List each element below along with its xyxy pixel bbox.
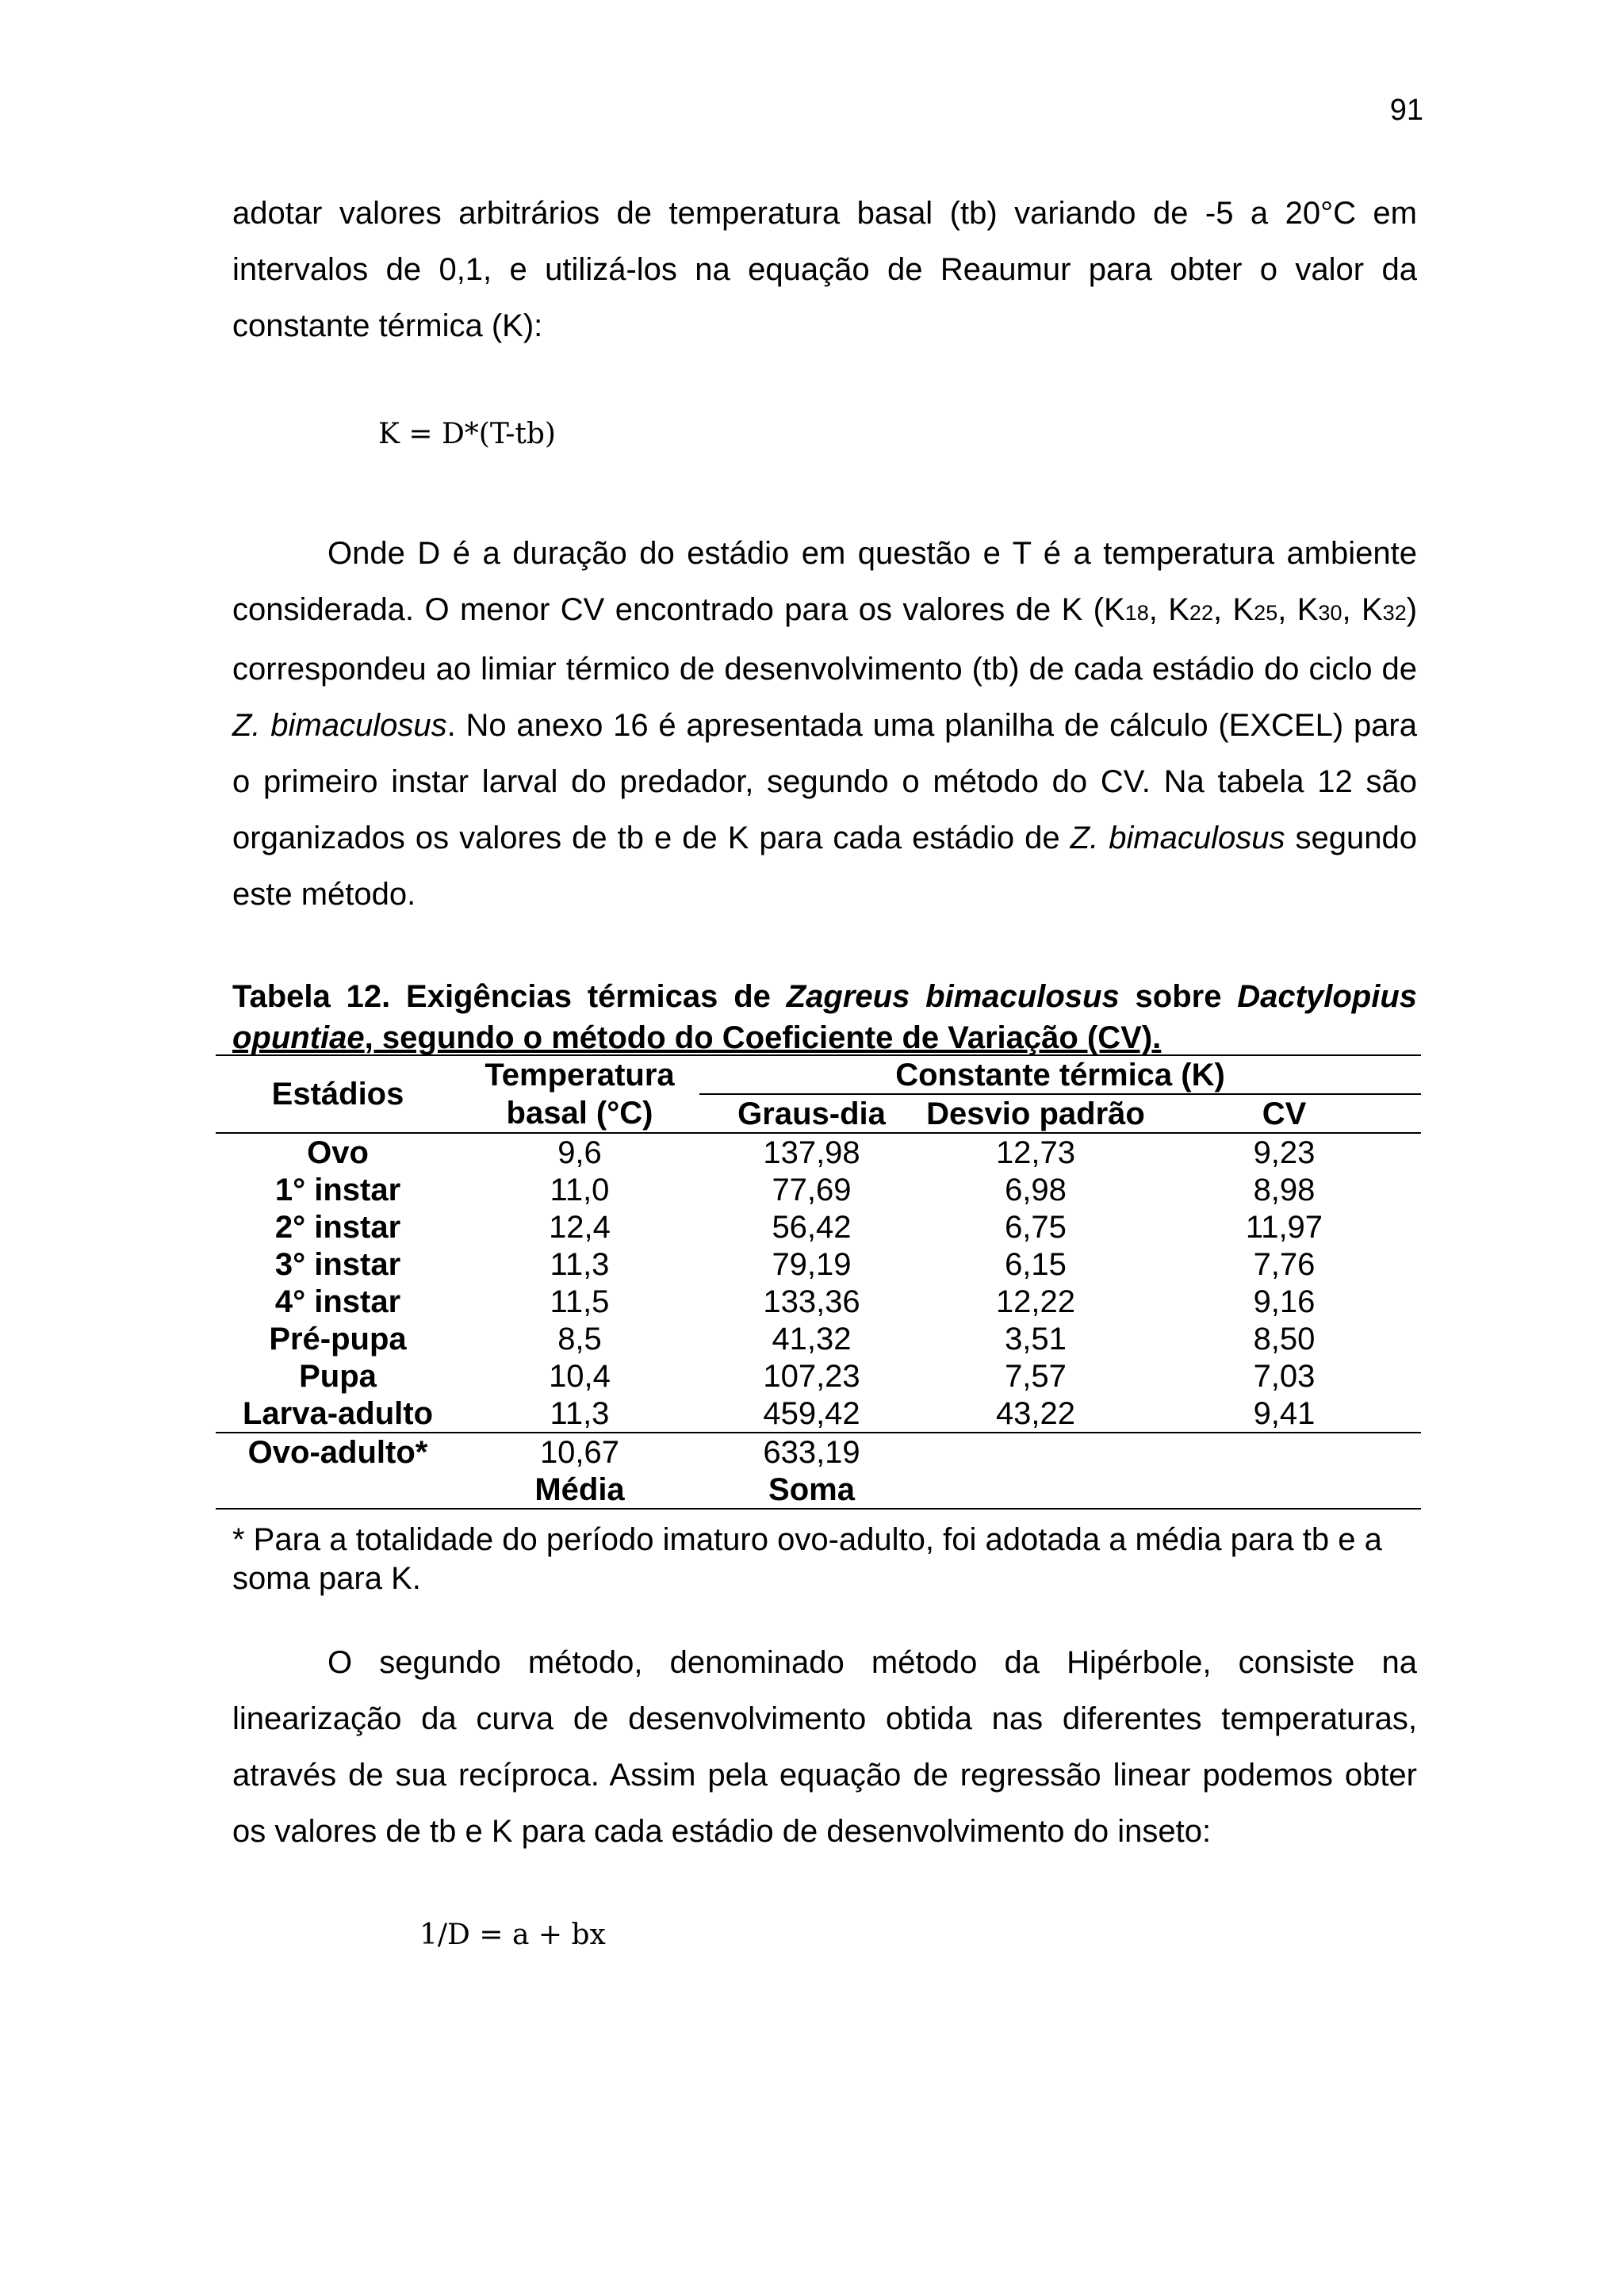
header-temp-unit: basal (°C) xyxy=(460,1094,699,1133)
formula-hyperbole: 1/D = a + bx xyxy=(419,1919,606,1951)
header-graus-dia: Graus-dia xyxy=(699,1094,924,1133)
table-row: 1° instar 11,0 77,69 6,98 8,98 xyxy=(274,1172,1316,1207)
table-total-row: Ovo-adulto* 10,67 633,19 xyxy=(216,1433,1421,1471)
table-row: Pré-pupa 8,5 41,32 3,51 8,50 xyxy=(269,1321,1316,1357)
table-row: Ovo 9,6 137,98 12,73 9,23 xyxy=(307,1135,1316,1170)
table-row: 4° instar 11,5 133,36 12,22 9,16 xyxy=(274,1284,1316,1319)
table-row: 2° instar 12,4 56,42 6,75 11,97 xyxy=(274,1209,1323,1245)
table-row: 3° instar 11,3 79,19 6,15 7,76 xyxy=(274,1246,1316,1282)
header-k-group: Constante térmica (K) xyxy=(699,1055,1421,1094)
species-name: Z. bimaculosus xyxy=(1070,821,1285,855)
formula-reaumur: K = D*(T-tb) xyxy=(378,418,556,450)
paragraph-2: Onde D é a duração do estádio em questão e T é a temperatura ambiente considerada. O menor CV encontrado para os valores de K (K18, K22, K25, K30, K32) correspondeu ao limiar térmico de desenvolvimento (tb) de cada estádio do ciclo de Z. bimaculosus. No anexo 16 é apresentada uma planilha de cálculo (EXCEL) para o primeiro instar larval do predador, segundo o método do CV. Na tabela 12 são organizados os valores de tb e de K para cada estádio de Z. bimaculosus segundo este método. xyxy=(232,536,1418,912)
header-desvio: Desvio padrão xyxy=(924,1094,1147,1133)
header-cv: CV xyxy=(1147,1094,1421,1133)
table-row: Pupa 10,4 107,23 7,57 7,03 xyxy=(299,1358,1316,1394)
thermal-requirements-table xyxy=(216,1054,1421,1510)
table-summary-row: Média Soma xyxy=(216,1471,1421,1509)
paragraph-3: O segundo método, denominado método da Hipérbole, consiste na linearização da curva de desenvolvimento obtida nas diferentes temperaturas, através de sua recíproca. Assim pela equação de regressão linear podemos obter os valores de tb e K para cada estádio de desenvolvimento do inseto: xyxy=(232,1645,1417,1849)
species-name: Z. bimaculosus xyxy=(232,708,447,743)
header-temp: Temperatura xyxy=(460,1055,699,1094)
table-footnote: * Para a totalidade do período imaturo ovo-adulto, foi adotada a média para tb e a soma para K. xyxy=(232,1522,1382,1596)
page-number: 91 xyxy=(1389,94,1423,127)
table-caption: Tabela 12. Exigências térmicas de Zagreus bimaculosus sobre Dactylopius opuntiae, segundo o método do Coeficiente de Variação (CV). xyxy=(232,979,1418,1055)
header-stage: Estádios xyxy=(216,1055,460,1133)
paragraph-1: adotar valores arbitrários de temperatura basal (tb) variando de -5 a 20°C em intervalos de 0,1, e utilizá-los na equação de Reaumur para obter o valor da constante térmica (K): xyxy=(232,196,1417,343)
table-row: Larva-adulto 11,3 459,42 43,22 9,41 xyxy=(242,1395,1316,1431)
